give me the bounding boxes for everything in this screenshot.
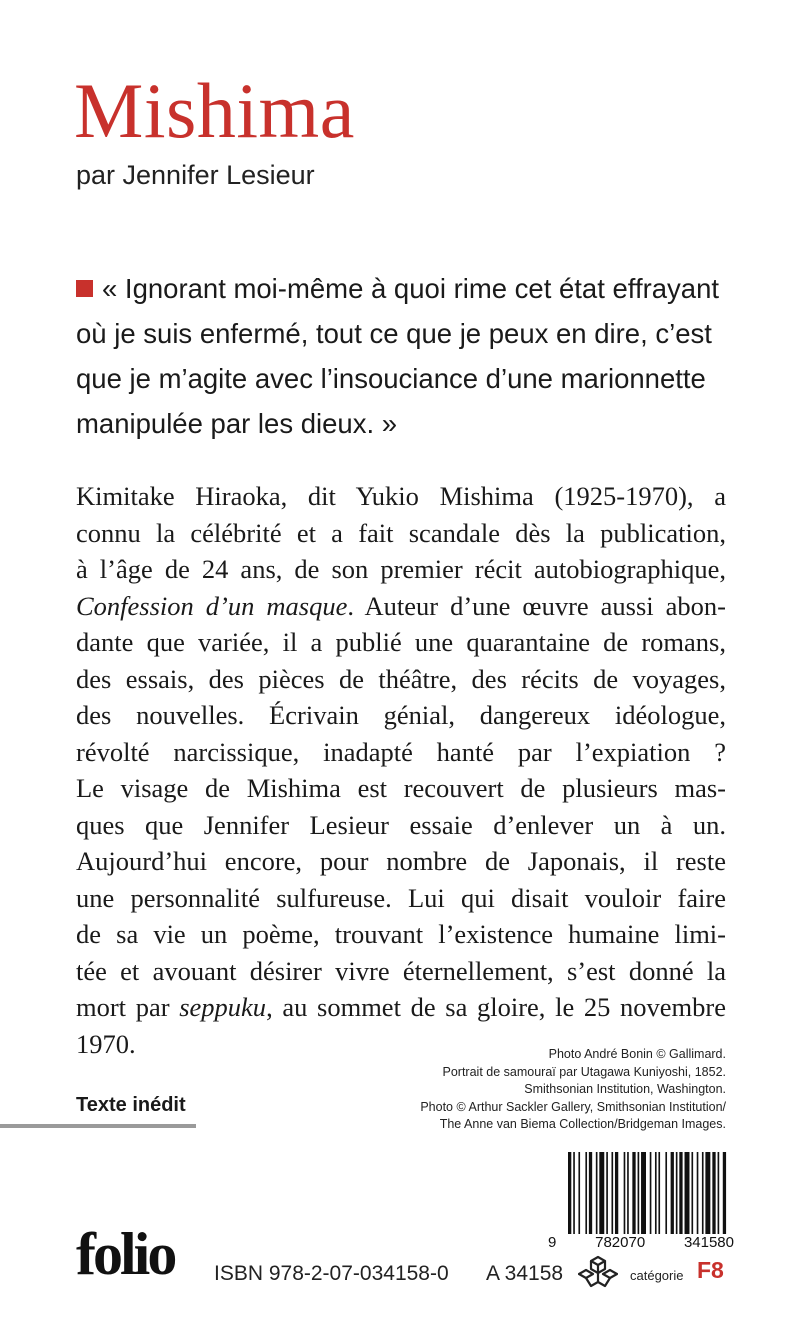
barcode-bar: [685, 1152, 690, 1234]
barcode-bar: [712, 1152, 715, 1234]
barcode-digit-group: 782070: [595, 1234, 646, 1251]
barcode-bar: [691, 1152, 693, 1234]
barcode-bar: [676, 1152, 678, 1234]
barcode-bar: [650, 1152, 652, 1234]
barcode-bar: [599, 1152, 604, 1234]
book-blurb: [76, 478, 726, 1062]
barcode-bar: [697, 1152, 699, 1234]
blurb-line: dante que variée, il a publié une quarantaine de romans,: [76, 627, 726, 657]
barcode-bar: [568, 1152, 571, 1234]
barcode-bar: [585, 1152, 587, 1234]
gray-rule: [0, 1124, 196, 1128]
photo-credits: [306, 1046, 726, 1134]
barcode-bar: [705, 1152, 710, 1234]
barcode-bar: [615, 1152, 618, 1234]
barcode-bar: [624, 1152, 626, 1234]
credit-line: The Anne van Biema Collection/Bridgeman Images.: [439, 1117, 726, 1131]
barcode-bar: [658, 1152, 660, 1234]
barcode-digit-group: 9: [548, 1234, 557, 1251]
folio-logo: folio: [76, 1221, 175, 1287]
barcode-bar: [578, 1152, 580, 1234]
barcode-bar: [665, 1152, 667, 1234]
edition-label: Texte inédit: [76, 1094, 186, 1116]
blurb-line: une personnalité sulfureuse. Lui qui disait vouloir faire: [76, 882, 726, 913]
barcode-bar: [589, 1152, 592, 1234]
gallimard-emblem-icon: [578, 1252, 618, 1292]
book-title: Mishima: [74, 67, 355, 154]
barcode-bar: [655, 1152, 657, 1234]
barcode-digits: [548, 1234, 734, 1251]
category-code: F8: [697, 1257, 724, 1283]
blurb-line: Confession d’un masque. Auteur d’une œuvre aussi abon-: [76, 590, 727, 621]
quote-text: « Ignorant moi-même à quoi rime cet état effrayant où je suis enfermé, tout ce que je peux en dire, c’est que je m’agite avec l’insouciance d’une marionnette manipulée par les dieux. »: [76, 273, 720, 439]
barcode-digit-group: 341580: [683, 1234, 734, 1251]
blurb-line: tée et avouant désirer vivre éternellement, s’est donné la: [76, 955, 726, 986]
barcode-bar: [596, 1152, 598, 1234]
blurb-line: de sa vie un poème, trouvant l’existence humaine limi-: [76, 919, 726, 949]
credit-line: Photo André Bonin © Gallimard.: [548, 1047, 726, 1061]
barcode-bar: [641, 1152, 646, 1234]
barcode-bar: [638, 1152, 640, 1234]
epigraph-quote: [76, 266, 736, 446]
blurb-line: révolté narcissique, inadapté hanté par l’expiation ?: [76, 736, 726, 767]
barcode: [568, 1152, 728, 1234]
red-square-icon: [76, 280, 93, 297]
isbn: ISBN 978-2-07-034158-0: [214, 1262, 449, 1285]
blurb-line: 1970.: [76, 1028, 136, 1059]
category-label: catégorie: [630, 1268, 684, 1283]
blurb-line: des nouvelles. Écrivain génial, dangereux idéologue,: [76, 700, 726, 730]
blurb-line: mort par seppuku, au sommet de sa gloire, le 25 novembre: [76, 992, 726, 1022]
barcode-bar: [611, 1152, 613, 1234]
credit-line: Smithsonian Institution, Washington.: [524, 1082, 726, 1096]
blurb-line: Kimitake Hiraoka, dit Yukio Mishima (1925-1970), a: [76, 481, 726, 511]
book-author: par Jennifer Lesieur: [76, 160, 315, 190]
barcode-bar: [627, 1152, 629, 1234]
barcode-bar: [671, 1152, 674, 1234]
blurb-line: à l’âge de 24 ans, de son premier récit autobiographique,: [76, 554, 726, 584]
barcode-bar: [718, 1152, 720, 1234]
barcode-bar: [632, 1152, 635, 1234]
blurb-line: Le visage de Mishima est recouvert de plusieurs mas-: [76, 773, 726, 803]
barcode-bar: [573, 1152, 575, 1234]
barcode-bar: [723, 1152, 726, 1234]
barcode-bar: [702, 1152, 704, 1234]
blurb-line: connu la célébrité et a fait scandale dès la publication,: [76, 517, 726, 548]
credit-line: Photo © Arthur Sackler Gallery, Smithsonian Institution/: [420, 1099, 726, 1114]
barcode-bar: [606, 1152, 608, 1234]
price-code: A 34158: [486, 1262, 564, 1285]
blurb-line: ques que Jennifer Lesieur essaie d’enlever un à un.: [76, 809, 726, 840]
blurb-line: Aujourd’hui encore, pour nombre de Japonais, il reste: [76, 846, 726, 876]
blurb-line: des essais, des pièces de théâtre, des récits de voyages,: [76, 663, 726, 694]
barcode-bar: [679, 1152, 682, 1234]
credit-line: Portrait de samouraï par Utagawa Kuniyoshi, 1852.: [442, 1064, 726, 1079]
